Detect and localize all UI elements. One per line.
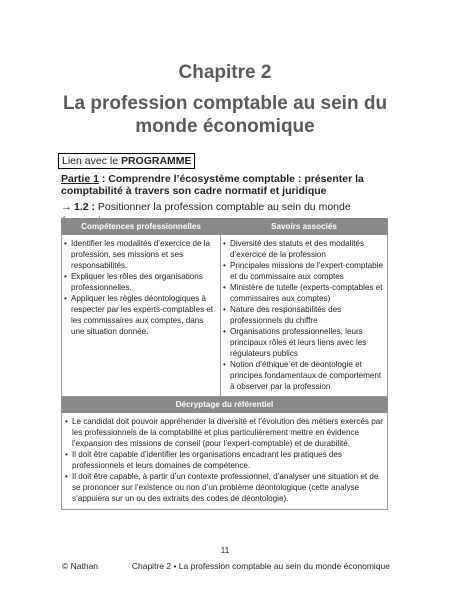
footer-publisher: © Nathan	[62, 561, 99, 571]
partie-heading	[61, 173, 391, 197]
footer-running-title: Chapitre 2 • La profession comptable au sein du monde économique	[131, 561, 390, 571]
list-item: • Organisations professionnelles, leurs principaux rôles et leurs liens avec les régulateurs publics	[223, 326, 385, 359]
list-item: • Expliquer les rôles des organisations professionnelles.	[64, 271, 218, 293]
competences-header: Compétences professionnelles	[62, 219, 221, 235]
list-item: • Principales missions de l’expert-comptable et du commissaire aux comptes	[223, 260, 385, 282]
list-item: • Ministère de tutelle (experts-comptables et commissaires aux comptes)	[223, 282, 385, 304]
program-link-box	[58, 153, 195, 169]
list-item: • Diversité des statuts et des modalités d’exercice de la profession	[223, 238, 385, 260]
savoirs-cell	[221, 235, 388, 397]
arrow-icon: →	[61, 201, 72, 213]
list-item: • Appliquer les règles déontologiques à respecter par les experts-comptables et les commissaires aux comptes, dans une situation donnée.	[64, 293, 218, 337]
program-prefix: Lien avec le	[62, 155, 121, 167]
list-item: • Identifier les modalités d’exercice de la profession, ses missions et ses responsabilités.	[64, 238, 218, 271]
subsection-number: 1.2 :	[74, 201, 96, 213]
list-item: • Nature des responsabilités des professionnels du chiffre	[223, 304, 385, 326]
referential-table	[61, 218, 388, 510]
chapter-title: La profession comptable au sein du monde économique	[62, 93, 388, 137]
decryptage-list	[65, 416, 384, 504]
list-item: • Le candidat doit pouvoir appréhender la diversité et l’évolution des métiers exercés par les professionnels de la comptabilité et plus particulièrement mettre en évidence l’expansion des missions de conseil (pour l’expert-comptable) et de durabilité.	[65, 416, 384, 449]
decryptage-header: Décryptage du référentiel	[62, 397, 388, 413]
subsection-text: Positionner la profession comptable au sein du monde	[97, 201, 351, 213]
program-emphasis: PROGRAMME	[120, 155, 192, 167]
chapter-label: Chapitre 2	[178, 62, 272, 83]
decryptage-cell	[62, 413, 388, 510]
list-item: • Il doit être capable d’identifier les organisations encadrant les pratiques des professionnels et leurs domaines de compétence.	[65, 449, 384, 471]
competences-list	[64, 238, 218, 337]
partie-text: : Comprendre l’écosystème comptable : présenter la comptabilité à travers son cadre normatif et juridique	[61, 173, 364, 197]
competences-cell	[62, 235, 221, 397]
savoirs-header: Savoirs associés	[221, 219, 388, 235]
savoirs-list	[223, 238, 385, 392]
page-number: 11	[220, 545, 230, 555]
list-item: • Notion d’éthique et de déontologie et principes fondamentaux de comportement à observer par la profession	[223, 359, 385, 392]
partie-label: Partie 1	[61, 173, 99, 185]
list-item: • Il doit être capable, à partir d’un contexte professionnel, d’analyser une situation et de se prononcer sur l’existence ou non d’un problème déontologique (cette analyse s’appuiera sur un ou des extraits des codes de déontologie).	[65, 471, 384, 504]
